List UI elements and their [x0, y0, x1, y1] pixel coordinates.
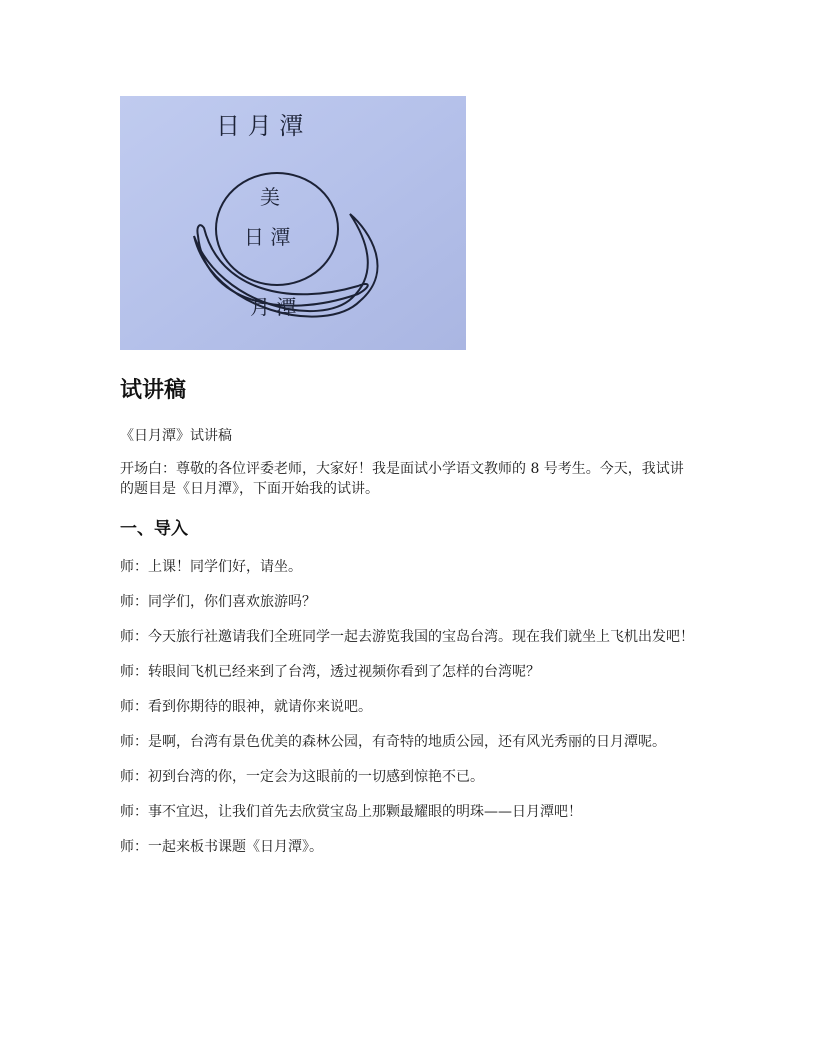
- circle-top-text: 美: [260, 185, 280, 209]
- section-heading-intro: 一、导入: [120, 519, 188, 539]
- dialogue-line: 师：事不宜迟，让我们首先去欣赏宝岛上那颗最耀眼的明珠——日月潭吧！: [120, 804, 582, 820]
- doc-subtitle: 《日月潭》试讲稿: [120, 428, 232, 444]
- dialogue-line: 师：上课！同学们好，请坐。: [120, 559, 302, 575]
- intro-paragraph: 开场白：尊敬的各位评委老师，大家好！我是面试小学语文教师的 8 号考生。今天，我试讲 的题目是《日月潭》，下面开始我的试讲。: [120, 461, 684, 497]
- blackboard-photo: [120, 96, 466, 350]
- crescent-text: 月 潭: [250, 295, 297, 319]
- dialogue-list: [120, 557, 700, 857]
- dialogue-line: 师：看到你期待的眼神，就请你来说吧。: [120, 699, 372, 715]
- dialogue-line: 师：一起来板书课题《日月潭》。: [120, 839, 323, 855]
- page-heading: 试讲稿: [120, 378, 187, 403]
- document-page: [120, 96, 700, 857]
- dialogue-line: 师：同学们，你们喜欢旅游吗？: [120, 594, 316, 610]
- dialogue-line: 师：是啊，台湾有景色优美的森林公园，有奇特的地质公园，还有风光秀丽的日月潭呢。: [120, 734, 666, 750]
- photo-title-text: 日 月 潭: [216, 112, 304, 140]
- blackboard-sketch: [120, 96, 466, 350]
- dialogue-line: 师：初到台湾的你，一定会为这眼前的一切感到惊艳不已。: [120, 769, 484, 785]
- dialogue-line: 师：转眼间飞机已经来到了台湾，透过视频你看到了怎样的台湾呢？: [120, 664, 540, 680]
- circle-mid-text: 日 潭: [244, 225, 291, 249]
- dialogue-line: 师：今天旅行社邀请我们全班同学一起去游览我国的宝岛台湾。现在我们就坐上飞机出发吧！: [120, 629, 694, 645]
